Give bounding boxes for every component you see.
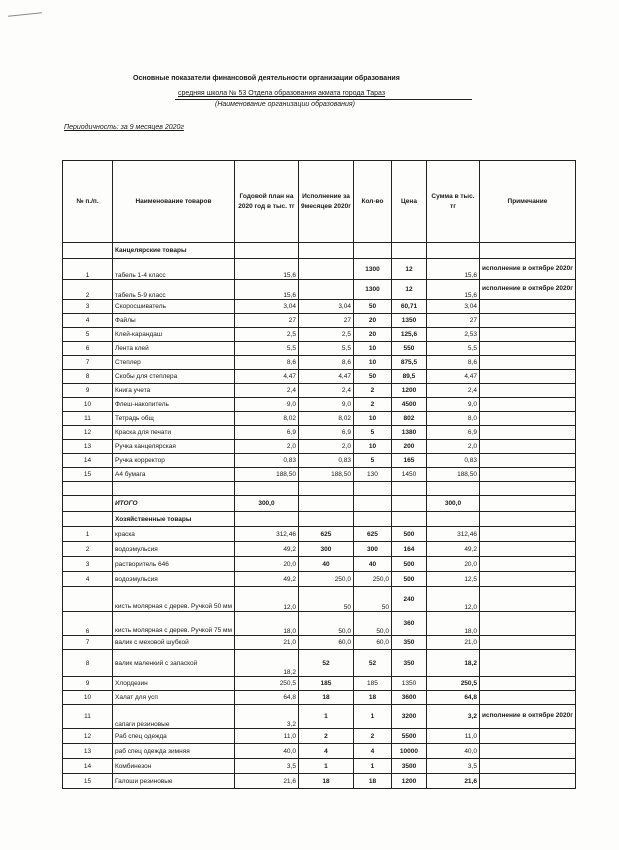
- cell-plan: 3,5: [234, 759, 298, 774]
- cell-price: 12: [391, 259, 426, 280]
- cell-exec: 27: [298, 314, 353, 328]
- cell-note: [479, 612, 575, 636]
- cell-plan: 2,5: [234, 328, 298, 342]
- header-plan: Годовой план на 2020 год в тыс. тг: [234, 161, 298, 243]
- cell-price: 10000: [391, 744, 426, 759]
- cell-sum: 3,5: [426, 759, 479, 774]
- cell-note: [479, 527, 575, 542]
- cell-exec: 6,9: [298, 426, 353, 440]
- section-title: Канцелярские товары: [113, 243, 235, 259]
- cell-plan: 21,0: [234, 636, 298, 650]
- table-row: [63, 280, 576, 300]
- cell-plan: 18,0: [234, 612, 298, 636]
- section-row: [63, 512, 576, 527]
- cell-sum: 49,2: [426, 542, 479, 557]
- cell-qty: 2: [353, 729, 391, 744]
- cell-sum: 64,8: [426, 691, 479, 705]
- cell-exec: 8,02: [298, 412, 353, 426]
- cell-note: [479, 557, 575, 572]
- cell-exec: 250,0: [298, 572, 353, 587]
- cell-name: кисть молярная с дерев. Ручкой 50 мм: [113, 587, 235, 612]
- cell-note: [479, 542, 575, 557]
- cell-exec: 4: [298, 744, 353, 759]
- cell-note: [479, 426, 575, 440]
- header-num: № п./п.: [63, 161, 113, 243]
- cell-note: [479, 370, 575, 384]
- cell-qty: 60,0: [353, 636, 391, 650]
- cell-exec: 2,0: [298, 440, 353, 454]
- total-label: ИТОГО: [113, 496, 235, 512]
- cell-name: Комбинезон: [113, 759, 235, 774]
- cell-sum: 20,0: [426, 557, 479, 572]
- table-row: [63, 691, 576, 705]
- cell-price: 200: [391, 440, 426, 454]
- cell-plan: 21,6: [234, 774, 298, 789]
- cell-qty: 5: [353, 454, 391, 468]
- cell-exec: [298, 259, 353, 280]
- cell-exec: 4,47: [298, 370, 353, 384]
- cell-sum: 15,6: [426, 280, 479, 300]
- total-sum: 300,0: [426, 496, 479, 512]
- table-row: [63, 774, 576, 789]
- organization-name: средняя школа № 53 Отдела образования акмата города Тараз: [178, 90, 386, 97]
- cell-qty: 20: [353, 328, 391, 342]
- cell-note: [479, 650, 575, 677]
- cell-qty: 18: [353, 691, 391, 705]
- document-title: Основные показатели финансовой деятельности организации образования: [133, 75, 400, 82]
- table-row: [63, 527, 576, 542]
- cell-note: [479, 587, 575, 612]
- cell-name: Клей-карандаш: [113, 328, 235, 342]
- cell-sum: 18,0: [426, 612, 479, 636]
- section-title: Хозяйственные товары: [113, 512, 235, 527]
- cell-num: 11: [63, 412, 113, 426]
- cell-num: 6: [63, 342, 113, 356]
- cell-qty: 20: [353, 314, 391, 328]
- cell-plan: 312,46: [234, 527, 298, 542]
- cell-exec: 1: [298, 705, 353, 729]
- cell-price: 875,5: [391, 356, 426, 370]
- cell-num: 10: [63, 691, 113, 705]
- cell-exec: 18: [298, 774, 353, 789]
- cell-price: 500: [391, 557, 426, 572]
- cell-exec: 5,5: [298, 342, 353, 356]
- cell-exec: 60,0: [298, 636, 353, 650]
- scan-mark: [8, 12, 42, 17]
- table-row: [63, 542, 576, 557]
- cell-qty: 52: [353, 650, 391, 677]
- cell-qty: 625: [353, 527, 391, 542]
- header-note: Примечание: [479, 161, 575, 243]
- cell-num: 11: [63, 705, 113, 729]
- cell-note: [479, 412, 575, 426]
- cell-num: 13: [63, 744, 113, 759]
- cell-price: 1200: [391, 774, 426, 789]
- cell-name: водоэмульсия: [113, 542, 235, 557]
- cell-plan: 49,2: [234, 542, 298, 557]
- total-row: [63, 496, 576, 512]
- table-row: [63, 384, 576, 398]
- cell-name: табель 1-4 класс: [113, 259, 235, 280]
- cell-num: 8: [63, 650, 113, 677]
- cell-note: [479, 342, 575, 356]
- cell-exec: 52: [298, 650, 353, 677]
- cell-name: Галоши резиновые: [113, 774, 235, 789]
- cell-note: [479, 636, 575, 650]
- cell-num: 4: [63, 572, 113, 587]
- cell-sum: 2,4: [426, 384, 479, 398]
- cell-exec: 2,5: [298, 328, 353, 342]
- cell-exec: 50: [298, 587, 353, 612]
- period-label: Периодичность: за 9 месяцев 2020г: [64, 124, 184, 131]
- cell-name: Раб спец одежда: [113, 729, 235, 744]
- financial-table: [62, 160, 576, 789]
- cell-num: 14: [63, 759, 113, 774]
- cell-qty: 2: [353, 384, 391, 398]
- cell-name: Лента клей: [113, 342, 235, 356]
- cell-sum: 21,6: [426, 774, 479, 789]
- section-row: [63, 243, 576, 259]
- cell-price: 1380: [391, 426, 426, 440]
- cell-num: 9: [63, 384, 113, 398]
- cell-exec: [298, 280, 353, 300]
- header-name: Наименование товаров: [113, 161, 235, 243]
- cell-qty: 1300: [353, 259, 391, 280]
- cell-name: Скобы для степлера: [113, 370, 235, 384]
- cell-plan: 40,0: [234, 744, 298, 759]
- cell-exec: 0,83: [298, 454, 353, 468]
- cell-plan: 3,2: [234, 705, 298, 729]
- cell-num: 7: [63, 636, 113, 650]
- cell-price: 3200: [391, 705, 426, 729]
- table-row: [63, 572, 576, 587]
- cell-name: Файлы: [113, 314, 235, 328]
- cell-qty: 50: [353, 300, 391, 314]
- cell-price: 1450: [391, 468, 426, 482]
- table-row: [63, 342, 576, 356]
- cell-price: 1350: [391, 677, 426, 691]
- cell-plan: 9,0: [234, 398, 298, 412]
- cell-price: 5500: [391, 729, 426, 744]
- cell-sum: 3,04: [426, 300, 479, 314]
- cell-num: 6: [63, 612, 113, 636]
- cell-sum: 40,0: [426, 744, 479, 759]
- table-row: [63, 426, 576, 440]
- table-row: [63, 314, 576, 328]
- cell-qty: 18: [353, 774, 391, 789]
- cell-sum: 3,2: [426, 705, 479, 729]
- cell-name: Степлер: [113, 356, 235, 370]
- cell-num: 3: [63, 300, 113, 314]
- cell-name: кисть молярная с дерев. Ручкой 75 мм: [113, 612, 235, 636]
- cell-note: [479, 454, 575, 468]
- cell-plan: 11,0: [234, 729, 298, 744]
- cell-plan: 15,6: [234, 259, 298, 280]
- cell-qty: 250,0: [353, 572, 391, 587]
- cell-price: 360: [391, 612, 426, 636]
- cell-price: 350: [391, 636, 426, 650]
- table-row: [63, 759, 576, 774]
- cell-name: Ручка канцелярская: [113, 440, 235, 454]
- cell-note: [479, 691, 575, 705]
- cell-sum: 5,5: [426, 342, 479, 356]
- table-row: [63, 370, 576, 384]
- cell-note: [479, 328, 575, 342]
- cell-plan: 15,6: [234, 280, 298, 300]
- cell-sum: 15,6: [426, 259, 479, 280]
- cell-plan: 3,04: [234, 300, 298, 314]
- cell-price: 164: [391, 542, 426, 557]
- cell-price: 165: [391, 454, 426, 468]
- cell-note: [479, 314, 575, 328]
- cell-plan: 2,0: [234, 440, 298, 454]
- cell-note: [479, 398, 575, 412]
- cell-qty: 10: [353, 440, 391, 454]
- cell-plan: 6,9: [234, 426, 298, 440]
- cell-qty: 2: [353, 398, 391, 412]
- cell-plan: 8,02: [234, 412, 298, 426]
- cell-exec: 40: [298, 557, 353, 572]
- cell-qty: 1300: [353, 280, 391, 300]
- cell-price: 500: [391, 572, 426, 587]
- cell-exec: 2: [298, 729, 353, 744]
- cell-qty: 40: [353, 557, 391, 572]
- table-row: [63, 412, 576, 426]
- cell-name: Халат для усп: [113, 691, 235, 705]
- cell-exec: 188,50: [298, 468, 353, 482]
- cell-exec: 2,4: [298, 384, 353, 398]
- table-row: [63, 356, 576, 370]
- table-row: [63, 440, 576, 454]
- cell-plan: 5,5: [234, 342, 298, 356]
- cell-plan: 0,83: [234, 454, 298, 468]
- cell-num: 8: [63, 370, 113, 384]
- cell-exec: 300: [298, 542, 353, 557]
- cell-name: Хлордезин: [113, 677, 235, 691]
- cell-qty: 1: [353, 705, 391, 729]
- table-row: [63, 557, 576, 572]
- cell-qty: 10: [353, 356, 391, 370]
- cell-sum: 21,0: [426, 636, 479, 650]
- cell-qty: 4: [353, 744, 391, 759]
- cell-name: валик с меховой шубкой: [113, 636, 235, 650]
- cell-sum: 188,50: [426, 468, 479, 482]
- cell-exec: 9,0: [298, 398, 353, 412]
- cell-note: [479, 759, 575, 774]
- header-sum: Сумма в тыс. тг: [426, 161, 479, 243]
- cell-plan: 20,0: [234, 557, 298, 572]
- cell-note: [479, 356, 575, 370]
- cell-exec: 8,6: [298, 356, 353, 370]
- table-row: [63, 398, 576, 412]
- cell-plan: 188,50: [234, 468, 298, 482]
- cell-price: 550: [391, 342, 426, 356]
- cell-exec: 1: [298, 759, 353, 774]
- cell-price: 1200: [391, 384, 426, 398]
- cell-plan: 8,6: [234, 356, 298, 370]
- cell-note: [479, 572, 575, 587]
- cell-num: 2: [63, 280, 113, 300]
- cell-num: 5: [63, 328, 113, 342]
- table-header-row: [63, 161, 576, 243]
- cell-qty: 1: [353, 759, 391, 774]
- cell-plan: 250,5: [234, 677, 298, 691]
- cell-num: 12: [63, 426, 113, 440]
- cell-exec: 18: [298, 691, 353, 705]
- table-row: [63, 677, 576, 691]
- cell-qty: 10: [353, 412, 391, 426]
- cell-price: 12: [391, 280, 426, 300]
- cell-exec: 3,04: [298, 300, 353, 314]
- cell-num: 2: [63, 542, 113, 557]
- cell-qty: 50,0: [353, 612, 391, 636]
- cell-name: сапаги резиновые: [113, 705, 235, 729]
- cell-qty: 50: [353, 587, 391, 612]
- header-qty: Кол-во: [353, 161, 391, 243]
- cell-num: 13: [63, 440, 113, 454]
- cell-num: 12: [63, 729, 113, 744]
- cell-num: 14: [63, 454, 113, 468]
- cell-plan: 27: [234, 314, 298, 328]
- cell-num: 7: [63, 356, 113, 370]
- cell-price: 1350: [391, 314, 426, 328]
- cell-note: [479, 300, 575, 314]
- cell-qty: 300: [353, 542, 391, 557]
- cell-name: Скоросшиватель: [113, 300, 235, 314]
- cell-note: [479, 774, 575, 789]
- cell-sum: 18,2: [426, 650, 479, 677]
- cell-sum: 12,5: [426, 572, 479, 587]
- cell-sum: 4,47: [426, 370, 479, 384]
- organization-underline: [175, 99, 472, 100]
- total-plan: 300,0: [234, 496, 298, 512]
- table-row: [63, 744, 576, 759]
- cell-plan: 49,2: [234, 572, 298, 587]
- table-row: [63, 259, 576, 280]
- cell-qty: 50: [353, 370, 391, 384]
- cell-price: 500: [391, 527, 426, 542]
- organization-caption: (Наименование организации образования): [215, 101, 355, 108]
- cell-name: А4 бумага: [113, 468, 235, 482]
- table-row: [63, 328, 576, 342]
- empty-row: [63, 482, 576, 496]
- cell-name: водоэмульсия: [113, 572, 235, 587]
- cell-plan: 4,47: [234, 370, 298, 384]
- cell-name: Ручка корректор: [113, 454, 235, 468]
- table-row: [63, 587, 576, 612]
- cell-sum: 11,0: [426, 729, 479, 744]
- cell-plan: 12,0: [234, 587, 298, 612]
- cell-sum: 8,6: [426, 356, 479, 370]
- table-row: [63, 612, 576, 636]
- cell-num: 10: [63, 398, 113, 412]
- table-row: [63, 300, 576, 314]
- cell-note: [479, 744, 575, 759]
- cell-price: 89,5: [391, 370, 426, 384]
- cell-sum: 312,46: [426, 527, 479, 542]
- cell-price: 4500: [391, 398, 426, 412]
- cell-price: 125,6: [391, 328, 426, 342]
- header-exec: Исполнение за 9месяцев 2020г: [298, 161, 353, 243]
- cell-note: [479, 384, 575, 398]
- table-row: [63, 650, 576, 677]
- table-row: [63, 454, 576, 468]
- cell-name: растворитель 646: [113, 557, 235, 572]
- cell-note: [479, 729, 575, 744]
- cell-name: табель 5-9 класс: [113, 280, 235, 300]
- table-row: [63, 705, 576, 729]
- cell-price: 60,71: [391, 300, 426, 314]
- cell-note: исполнение в октябре 2020г: [479, 259, 575, 280]
- cell-num: 4: [63, 314, 113, 328]
- cell-qty: 130: [353, 468, 391, 482]
- cell-plan: 64,8: [234, 691, 298, 705]
- cell-sum: 27: [426, 314, 479, 328]
- cell-note: исполнение в октябре 2020г: [479, 280, 575, 300]
- cell-sum: 250,5: [426, 677, 479, 691]
- cell-price: 3500: [391, 759, 426, 774]
- cell-sum: 6,9: [426, 426, 479, 440]
- cell-num: 15: [63, 468, 113, 482]
- cell-num: 9: [63, 677, 113, 691]
- cell-note: [479, 440, 575, 454]
- cell-sum: 0,83: [426, 454, 479, 468]
- cell-name: Книга учета: [113, 384, 235, 398]
- cell-plan: 18,2: [234, 650, 298, 677]
- cell-name: Краска для печати: [113, 426, 235, 440]
- cell-qty: 10: [353, 342, 391, 356]
- cell-num: 3: [63, 557, 113, 572]
- cell-qty: 185: [353, 677, 391, 691]
- cell-name: краска: [113, 527, 235, 542]
- cell-exec: 50,0: [298, 612, 353, 636]
- cell-num: 1: [63, 527, 113, 542]
- cell-exec: 625: [298, 527, 353, 542]
- table-row: [63, 468, 576, 482]
- cell-plan: 2,4: [234, 384, 298, 398]
- cell-price: 802: [391, 412, 426, 426]
- cell-sum: 2,0: [426, 440, 479, 454]
- cell-exec: 185: [298, 677, 353, 691]
- cell-sum: 8,0: [426, 412, 479, 426]
- cell-sum: 2,53: [426, 328, 479, 342]
- header-price: Цена: [391, 161, 426, 243]
- cell-name: Тетрадь общ: [113, 412, 235, 426]
- cell-note: [479, 677, 575, 691]
- cell-name: раб спец одежда зимняя: [113, 744, 235, 759]
- table-row: [63, 729, 576, 744]
- cell-name: валик маленкий с запаской: [113, 650, 235, 677]
- cell-qty: 5: [353, 426, 391, 440]
- cell-sum: 12,0: [426, 587, 479, 612]
- cell-price: 3600: [391, 691, 426, 705]
- cell-note: [479, 468, 575, 482]
- table-row: [63, 636, 576, 650]
- cell-name: Флеш-накопитель: [113, 398, 235, 412]
- cell-price: 240: [391, 587, 426, 612]
- cell-sum: 9,0: [426, 398, 479, 412]
- cell-num: 15: [63, 774, 113, 789]
- cell-num: [63, 587, 113, 612]
- cell-note: исполнение в октябре 2020г: [479, 705, 575, 729]
- cell-num: 1: [63, 259, 113, 280]
- cell-price: 350: [391, 650, 426, 677]
